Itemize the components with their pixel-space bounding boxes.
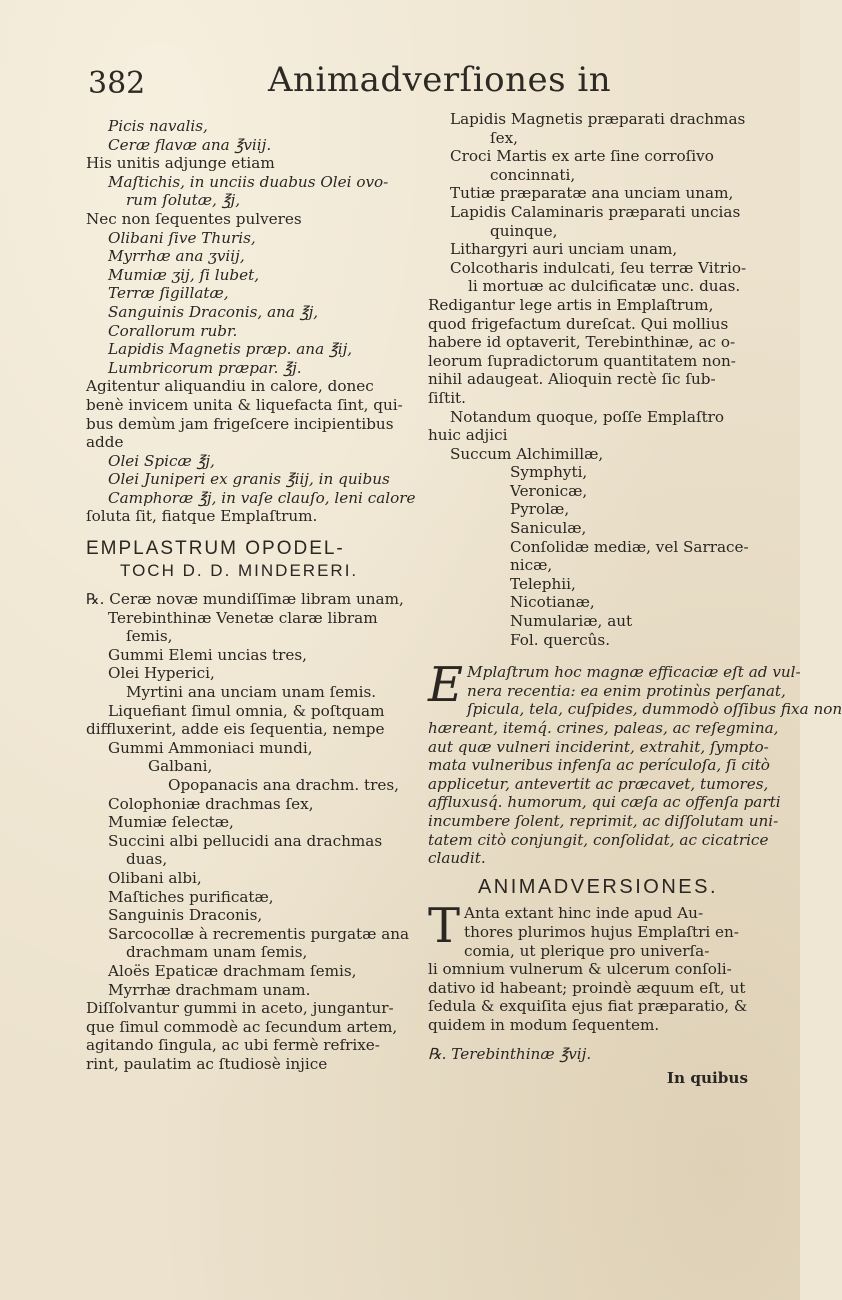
text-line: Diſſolvantur gummi in aceto, jungantur- (86, 999, 394, 1018)
text-line: Symphyti, (510, 463, 588, 482)
anim-line: li omnium vulnerum & ulcerum conſoli- (428, 960, 732, 979)
running-head: Animadverſiones in (268, 60, 612, 100)
text-line: Mumiæ ſelectæ, (108, 813, 234, 832)
text-line: Colophoniæ drachmas ſex, (108, 794, 314, 813)
italic-line: hæreant, itemq́. crines, paleas, ac reſegmina, (428, 719, 779, 737)
text-line: ſemis, (126, 627, 173, 646)
text-line: Sanguinis Draconis, (108, 906, 263, 925)
text-line: Redigantur lege artis in Emplaſtrum, (428, 295, 714, 314)
text-line: nihil adaugeat. Alioquin rectè ſic ſub- (428, 370, 716, 389)
text-line: concinnati, (490, 165, 576, 184)
text-line: Maſtichis, in unciis duabus Olei ovo- (108, 172, 389, 191)
text-line: Picis navalis, (108, 117, 208, 135)
italic-line: nera recentia: ea enim protinùs perſanat, (467, 681, 786, 700)
italic-line: affluxusq́. humorum, qui cæſa ac offenſa parti (428, 793, 781, 812)
text-line: ſoluta ſit, fiatque Emplaſtrum. (86, 507, 318, 526)
text-line: leorum ſupradictorum quantitatem non- (428, 351, 736, 370)
text-line: huic adjici (428, 426, 508, 445)
text-line: adde (86, 433, 124, 452)
text-line: Aloës Epaticæ drachmam ſemis, (108, 961, 357, 980)
text-line: duas, (126, 850, 168, 869)
italic-line: applicetur, antevertit ac præcavet, tumores, (428, 774, 769, 793)
text-line: Lapidis Magnetis præp. ana ℥ij, (108, 340, 353, 359)
text-line: Numulariæ, aut (510, 612, 633, 631)
text-line: Olei Spicæ ℥j, (108, 451, 215, 470)
text-line: rint, paulatim ac ſtudiosè injice (86, 1054, 328, 1073)
text-line: nicæ, (510, 556, 553, 575)
catchword: In quibus (666, 1069, 748, 1088)
text-line: Conſolidæ mediæ, vel Sarrace- (510, 537, 749, 556)
anim-line: dativo id habeant; proindè æquum eſt, ut (428, 978, 746, 997)
text-line: Liquefiant ſimul omnia, & poſtquam (108, 701, 385, 720)
text-line: Opopanacis ana drachm. tres, (168, 776, 399, 794)
italic-commentary (428, 657, 842, 868)
text-line: His unitis adjunge etiam (86, 154, 275, 173)
text-line: rum ſolutæ, ℥j, (126, 191, 241, 210)
text-line: ſex, (490, 128, 519, 147)
text-line: Lumbricorum præpar. ℥j. (108, 358, 302, 377)
left-recipe-block (86, 117, 420, 526)
text-line: Olibani albi, (108, 868, 202, 887)
text-line: diffluxerint, adde eis ſequentia, nempe (86, 720, 385, 739)
anim-line: comia, ut plerique pro univerſa- (464, 941, 710, 960)
animadversiones-title: ANIMADVERSIONES. (477, 875, 719, 898)
anim-dropcap: T (428, 898, 461, 955)
text-line: que ſimul commodè ac ſecundum artem, (86, 1017, 398, 1036)
anim-line: quidem in modum ſequentem. (428, 1015, 660, 1034)
text-line: Succini albi pellucidi ana drachmas (108, 831, 383, 850)
right-column (428, 110, 842, 1088)
text-line: Lapidis Magnetis præparati drachmas (450, 110, 746, 128)
text-line: Telephii, (510, 574, 576, 593)
text-line: Croci Martis ex arte ſine corroſivo (450, 147, 714, 166)
text-line: Olei Hyperici, (108, 664, 215, 683)
anim-line: thores plurimos hujus Emplaſtri en- (464, 922, 739, 941)
text-line: quod frigefactum dureſcat. Qui mollius (428, 314, 729, 333)
left-column (86, 117, 420, 1074)
text-line: Myrtini ana unciam unam ſemis. (126, 683, 377, 702)
animadversiones-text (428, 898, 768, 1034)
text-line: Succum Alchimillæ, (450, 444, 604, 463)
anim-line: ſedula & exquiſita ejus fiat præparatio, & (428, 997, 748, 1016)
text-line: quinque, (490, 221, 558, 240)
text-line: Lapidis Calaminaris præparati uncias (450, 202, 741, 221)
text-line: Colcotharis indulcati, ſeu terræ Vitrio- (450, 258, 747, 277)
italic-line: ſpicula, tela, cuſpides, dummodò oſſibus fixa non (467, 700, 842, 719)
text-line: Sanguinis Draconis, ana ℥j, (108, 302, 319, 321)
italic-line: Mplaſtrum hoc magnæ efficaciæ eſt ad vul- (467, 663, 801, 682)
text-line: ℞. Ceræ novæ mundiſſimæ libram unam, (86, 590, 404, 609)
text-line: bus demùm jam frigeſcere incipientibus (86, 414, 394, 433)
text-line: Veronicæ, (510, 481, 588, 500)
text-line: Ceræ flavæ ana ℥viij. (108, 135, 272, 154)
right-recipe-block (428, 110, 768, 649)
page-header (88, 60, 760, 106)
text-line: drachmam unam ſemis, (126, 943, 308, 962)
text-line: Corallorum rubr. (108, 321, 238, 340)
italic-line: mata vulneribus infenſa ac perículoſa, ſi citò (428, 756, 770, 775)
text-line: Myrrhæ drachmam unam. (108, 980, 311, 999)
final-recipe: ℞. Terebinthinæ ℥vij. (428, 1044, 592, 1063)
italic-line: aut quæ vulneri inciderint, extrahit, ſympto- (428, 737, 769, 756)
text-line: li mortuæ ac dulcificatæ unc. duas. (468, 277, 741, 296)
text-line: Lithargyri auri unciam unam, (450, 240, 678, 259)
text-line: Olei Juniperi ex granis ℥iij, in quibus (108, 470, 390, 489)
text-line: Maſtiches purificatæ, (108, 887, 274, 906)
italic-line: claudit. (428, 849, 486, 868)
text-line: Terebinthinæ Venetæ claræ libram (108, 608, 378, 627)
text-line: Olibani ſive Thuris, (108, 228, 256, 247)
text-line: Galbani, (148, 757, 213, 776)
italic-dropcap: E (428, 657, 464, 714)
text-line: Myrrhæ ana ʒviij, (108, 247, 245, 266)
italic-line: tatem citò conjungit, conſolidat, ac cicatrice (428, 830, 769, 849)
text-line: Pyrolæ, (510, 500, 570, 519)
text-line: Nec non ſequentes pulveres (86, 209, 302, 228)
text-line: Fol. quercûs. (510, 630, 611, 649)
page-number: 382 (88, 66, 146, 101)
text-line: Gummi Ammoniaci mundi, (108, 738, 313, 757)
text-line: habere id optaverit, Terebinthinæ, ac o- (428, 333, 736, 352)
section-title-line-2: TOCH D. D. MINDERERI. (120, 561, 359, 581)
text-line: Agitentur aliquandiu in calore, donec (86, 377, 374, 396)
text-line: ſiſtit. (428, 388, 466, 407)
opodeltoch-recipe-block (86, 590, 420, 1073)
text-line: Terræ ſigillatæ, (108, 284, 229, 303)
text-line: Saniculæ, (510, 519, 587, 538)
text-line: Sarcocollæ à recrementis purgatæ ana (108, 924, 410, 943)
text-line: Tutiæ præparatæ ana unciam unam, (450, 184, 734, 203)
anim-line: Anta extant hinc inde apud Au- (464, 904, 704, 923)
italic-line: incumbere ſolent, reprimit, ac diſſolutam uni- (428, 811, 779, 830)
text-line: benè invicem unita & liquefacta ſint, qui- (86, 395, 403, 414)
section-title-line-1: EMPLASTRUM OPODEL- (86, 538, 345, 560)
text-line: Camphoræ ℥j, in vaſe clauſo, leni calore (108, 488, 416, 507)
text-line: agitando ſingula, ac ubi fermè refrixe- (86, 1036, 380, 1055)
text-line: Notandum quoque, poſſe Emplaſtro (450, 407, 725, 426)
text-line: Gummi Elemi uncias tres, (108, 645, 307, 664)
text-line: Mumiæ ʒij, ſi lubet, (108, 265, 260, 284)
text-line: Nicotianæ, (510, 593, 595, 612)
